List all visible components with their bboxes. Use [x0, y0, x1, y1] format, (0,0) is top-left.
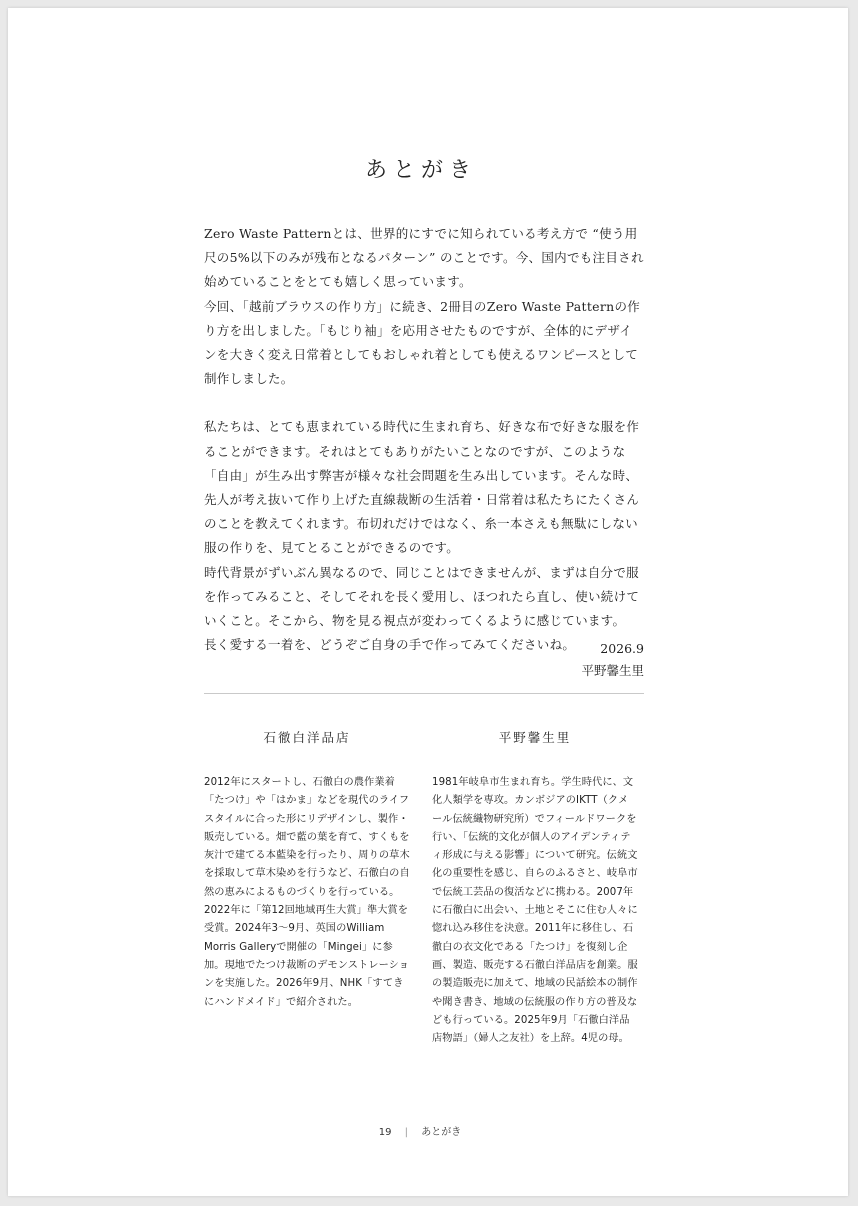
paragraph: 長く愛する一着を、どうぞご自身の手で作ってみてくださいね。 — [204, 637, 576, 653]
profile-left — [204, 728, 410, 1012]
profile-text: 2012年にスタートし、石徹白の農作業着「たつけ」や「はかま」などを現代のライフスタイルに合った形にリデザインし、製作・販売している。畑で藍の葉を育て、すくもを灰汁で建てる本藍染を行ったり、周りの草木を採取して草木染めを行うなど、石徹白の自然の恵みによるものづくりを行っている。2022年に「第12回地域再生大賞」準大賞を受賞。2024年3～9月、英国のWilliam Morris Galleryで開催の「Mingei」に参加。現地でたつけ裁断のデモンストレーションを実施した。2026年9月、NHK「すてきにハンドメイド」で紹介された。 — [204, 777, 410, 1008]
paragraph-gap — [204, 391, 644, 415]
page-title: あとがき — [364, 158, 477, 183]
footer-separator: | — [404, 1127, 409, 1138]
paragraph: 今回、「越前ブラウスの作り方」に続き、2冊目のZero Waste Patternの作り方を出しました。「もじり袖」を応用させたものですが、全体的にデザインを大きく変え日常着としてもおしゃれ着としても使えるワンピースとして制作しました。 — [204, 298, 641, 387]
paragraph: 私たちは、とても恵まれている時代に生まれ育ち、好きな布で好きな服を作ることができます。それはとてもありがたいことなのですが、このような「自由」が生み出す弊害が様々な社会問題を生み出しています。そんな時、先人が考え抜いて作り上げた直線裁断の生活着・日常着は私たちにたくさんのことを教えてくれます。布切れだけではなく、糸一本さえも無駄にしない服の作りを、見てとることができるのです。 — [204, 419, 640, 556]
paragraph: Zero Waste Patternとは、世界的にすでに知られている考え方で “使う用尺の5%以下のみが残布となるパターン” のことです。今、国内でも注目され始めていることをとても嬉しく思っています。 — [204, 226, 644, 290]
signoff-author: 平野馨生里 — [581, 663, 644, 678]
page-number: 19 — [378, 1127, 392, 1138]
profile-heading: 平野馨生里 — [498, 730, 572, 745]
profile-right — [432, 728, 638, 1048]
paragraph: 時代背景がずいぶん異なるので、同じことはできませんが、まずは自分で服を作ってみること、そしてそれを長く愛用し、ほつれたら直し、使い続けていくこと。そこから、物を見る視点が変わってくるように感じています。 — [204, 564, 640, 629]
section-divider — [204, 693, 644, 694]
profile-heading: 石徹白洋品店 — [263, 730, 351, 745]
page-footer — [0, 1123, 840, 1138]
signoff-date: 2026.9 — [600, 641, 644, 656]
afterword-body — [204, 222, 644, 657]
profile-text: 1981年岐阜市生まれ育ち。学生時代に、文化人類学を専攻。カンボジアのIKTT（クメール伝統織物研究所）でフィールドワークを行い、「伝統的文化が個人のアイデンティティ形成に与える影響」について研究。伝統文化の重要性を感じ、自らのふるさと、岐阜市で伝統工芸品の復活などに携わる。2007年に石徹白に出会い、土地とそこに住む人々に惚れ込み移住を決意。2011年に移住し、石徹白の衣文化である「たつけ」を復刻し企画、製造、販売する石徹白洋品店を創業。服の製造販売に加えて、地域の民話絵本の制作や聞き書き、地域の伝統服の作り方の普及なども行っている。2025年9月「石徹白洋品店物語」（婦人之友社）を上辞。4児の母。 — [432, 777, 638, 1045]
footer-section: あとがき — [421, 1127, 462, 1138]
signoff — [204, 638, 644, 682]
